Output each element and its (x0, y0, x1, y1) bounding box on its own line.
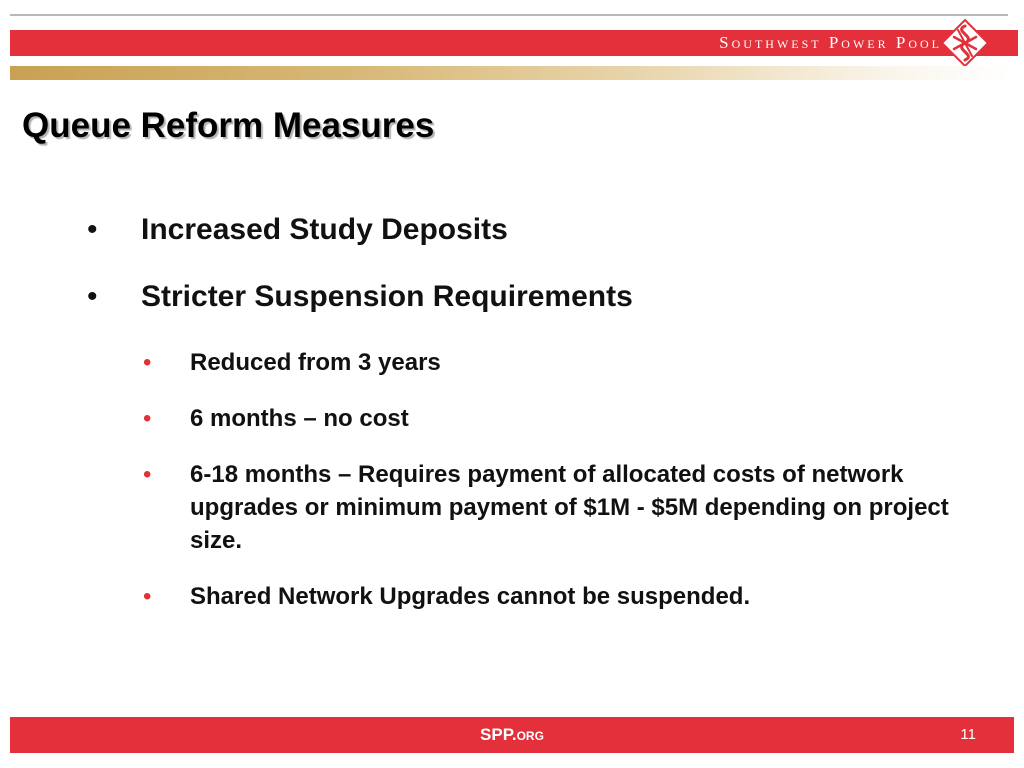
header-bar (10, 30, 1018, 56)
top-divider (10, 14, 1008, 16)
footer-bar (10, 717, 1014, 753)
slide-title: Queue Reform Measures (22, 106, 435, 145)
spp-logo-icon (940, 18, 990, 68)
sub-bullet-item (139, 346, 964, 379)
sub-bullet-text: Shared Network Upgrades cannot be suspended. (190, 583, 751, 610)
page-number: 11 (960, 726, 976, 743)
bullet-marker: • (87, 213, 98, 246)
sub-bullet-item (139, 402, 964, 435)
bullet-item (84, 212, 964, 248)
bullet-text: Increased Study Deposits (141, 213, 508, 246)
brand-name: Southwest Power Pool (719, 33, 942, 52)
sub-bullet-marker: • (143, 405, 152, 432)
footer-site-link[interactable]: SPP.org (480, 725, 544, 744)
sub-bullet-text: 6-18 months – Requires payment of allocated costs of network upgrades or minimum payment of $1M - $5M depending on project size. (190, 461, 949, 554)
sub-bullet-marker: • (143, 349, 152, 376)
sub-bullet-text: Reduced from 3 years (190, 349, 441, 376)
sub-bullet-item (139, 458, 964, 557)
sub-bullet-text: 6 months – no cost (190, 405, 409, 432)
sub-bullet-marker: • (143, 583, 152, 610)
bullet-marker: • (87, 280, 98, 313)
gold-accent-bar (10, 66, 1010, 80)
bullet-text: Stricter Suspension Requirements (141, 280, 633, 313)
bullet-list (84, 212, 964, 636)
bullet-item (84, 279, 964, 315)
sub-bullet-item (139, 580, 964, 613)
sub-bullet-marker: • (143, 461, 152, 488)
